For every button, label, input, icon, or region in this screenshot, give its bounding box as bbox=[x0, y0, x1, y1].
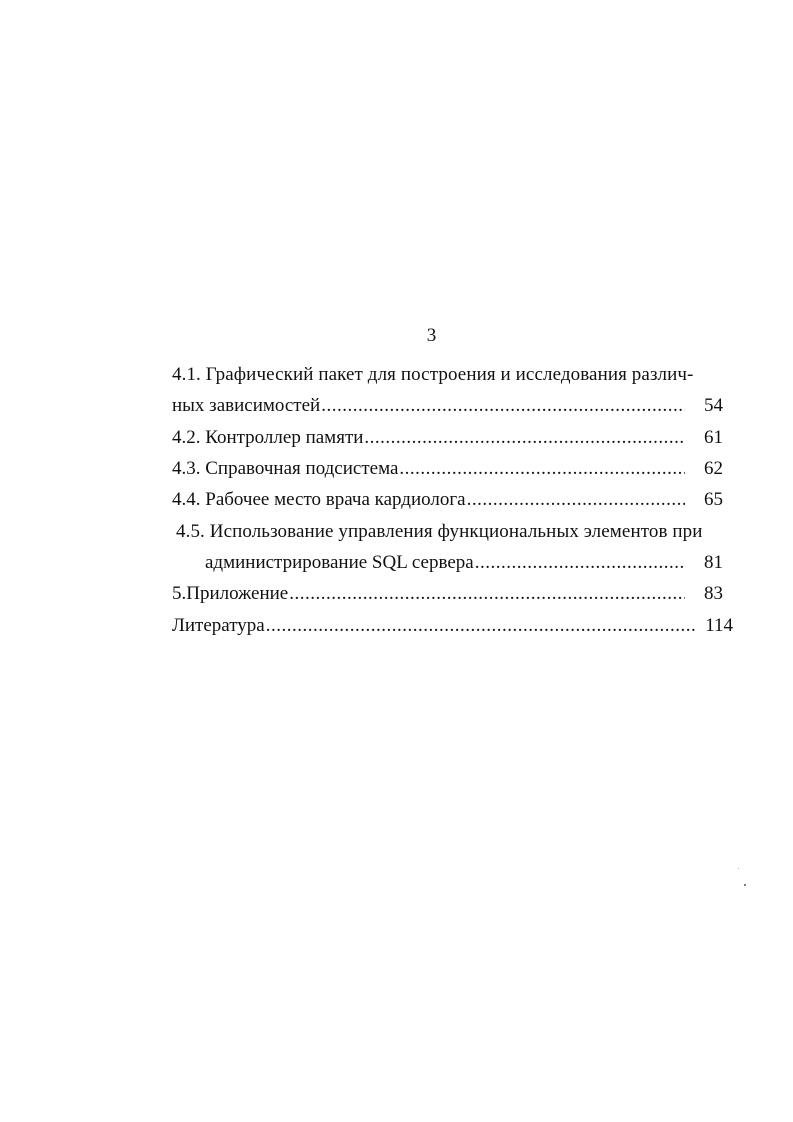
toc-item-5 bbox=[172, 582, 723, 606]
toc-item-5-label: 5.Приложение bbox=[172, 583, 289, 604]
toc-item-4-4 bbox=[172, 488, 723, 512]
toc-item-4-3 bbox=[172, 457, 723, 481]
toc-item-4-5-label: администрирование SQL сервера bbox=[205, 552, 474, 573]
dot-leader bbox=[475, 551, 685, 575]
toc-item-5-page: 83 bbox=[704, 583, 723, 604]
scan-speck bbox=[744, 884, 746, 886]
dot-leader bbox=[467, 488, 685, 512]
toc-item-literature-page: 114 bbox=[705, 615, 733, 636]
toc-item-4-4-page: 65 bbox=[704, 489, 723, 510]
toc-item-4-2 bbox=[172, 426, 723, 450]
toc-item-4-3-label: 4.3. Справочная подсистема bbox=[172, 458, 399, 479]
toc-item-4-5-heading: 4.5. Использование управления функциональных элементов при bbox=[176, 521, 703, 542]
dot-leader bbox=[399, 457, 685, 481]
toc-item-4-2-page: 61 bbox=[704, 427, 723, 448]
scan-speck bbox=[738, 868, 739, 869]
dot-leader bbox=[266, 614, 695, 638]
toc-item-4-5 bbox=[205, 551, 723, 575]
toc-item-literature bbox=[172, 614, 733, 638]
toc-item-4-4-label: 4.4. Рабочее место врача кардиолога bbox=[172, 489, 466, 510]
toc-item-4-1-label: ных зависимостей bbox=[172, 395, 321, 416]
toc-item-4-1-page: 54 bbox=[704, 395, 723, 416]
page-number: 3 bbox=[426, 325, 437, 346]
toc-item-4-1 bbox=[172, 394, 723, 418]
dot-leader bbox=[364, 426, 685, 450]
toc-item-4-1-heading: 4.1. Графический пакет для построения и исследования различ- bbox=[172, 364, 694, 385]
toc-item-4-3-page: 62 bbox=[704, 458, 723, 479]
dot-leader bbox=[321, 394, 685, 418]
toc-item-4-2-label: 4.2. Контроллер памяти bbox=[172, 427, 364, 448]
dot-leader bbox=[289, 582, 685, 606]
toc-item-4-5-page: 81 bbox=[704, 552, 723, 573]
toc-item-literature-label: Литература bbox=[172, 615, 265, 636]
